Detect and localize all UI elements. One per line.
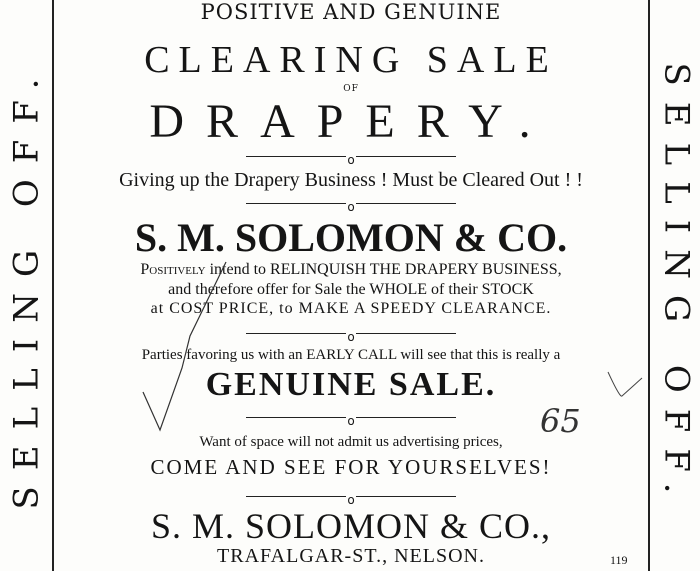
notice-line-1 bbox=[58, 261, 644, 279]
side-text-right-label: SELLING OFF. bbox=[656, 62, 697, 509]
notice-line-3: at COST PRICE, to MAKE A SPEEDY CLEARANCE. bbox=[150, 300, 552, 317]
divider-4: o bbox=[246, 410, 456, 424]
handwritten-note: 65 bbox=[540, 402, 581, 440]
want-of-space-line: Want of space will not admit us advertising prices, bbox=[199, 434, 503, 450]
notice-line-2: and therefore offer for Sale the WHOLE of their STOCK bbox=[168, 281, 534, 298]
line-giving-up: Giving up the Drapery Business ! Must be Cleared Out ! ! bbox=[119, 169, 583, 191]
firm-name-1: S. M. SOLOMON & CO. bbox=[134, 215, 568, 260]
heading-top: POSITIVE AND GENUINE bbox=[200, 0, 502, 24]
side-text-left bbox=[0, 0, 52, 571]
heading-drapery: DRAPERY. bbox=[149, 95, 553, 148]
notice-lead: Positively bbox=[140, 261, 206, 278]
page-number: 119 bbox=[610, 553, 628, 567]
heading-of: OF bbox=[343, 84, 359, 94]
divider-1: o bbox=[246, 149, 456, 163]
heading-main: CLEARING SALE bbox=[144, 39, 558, 81]
divider-2: o bbox=[246, 196, 456, 210]
side-text-left-label: SELLING OFF. bbox=[6, 62, 47, 509]
firm-name-2: S. M. SOLOMON & CO., bbox=[150, 506, 552, 546]
divider-5: o bbox=[246, 489, 456, 503]
advertisement bbox=[58, 0, 644, 571]
genuine-sale: GENUINE SALE. bbox=[205, 366, 497, 403]
parties-line: Parties favoring us with an EARLY CALL will see that this is really a bbox=[141, 347, 561, 363]
side-text-right bbox=[650, 0, 700, 571]
notice-rest: intend to RELINQUISH THE DRAPERY BUSINESS, bbox=[205, 261, 562, 278]
left-frame-line bbox=[52, 0, 54, 571]
divider-3: o bbox=[246, 326, 456, 340]
come-and-see-line: COME AND SEE FOR YOURSELVES! bbox=[150, 455, 552, 479]
address: TRAFALGAR-ST., NELSON. bbox=[217, 545, 485, 567]
